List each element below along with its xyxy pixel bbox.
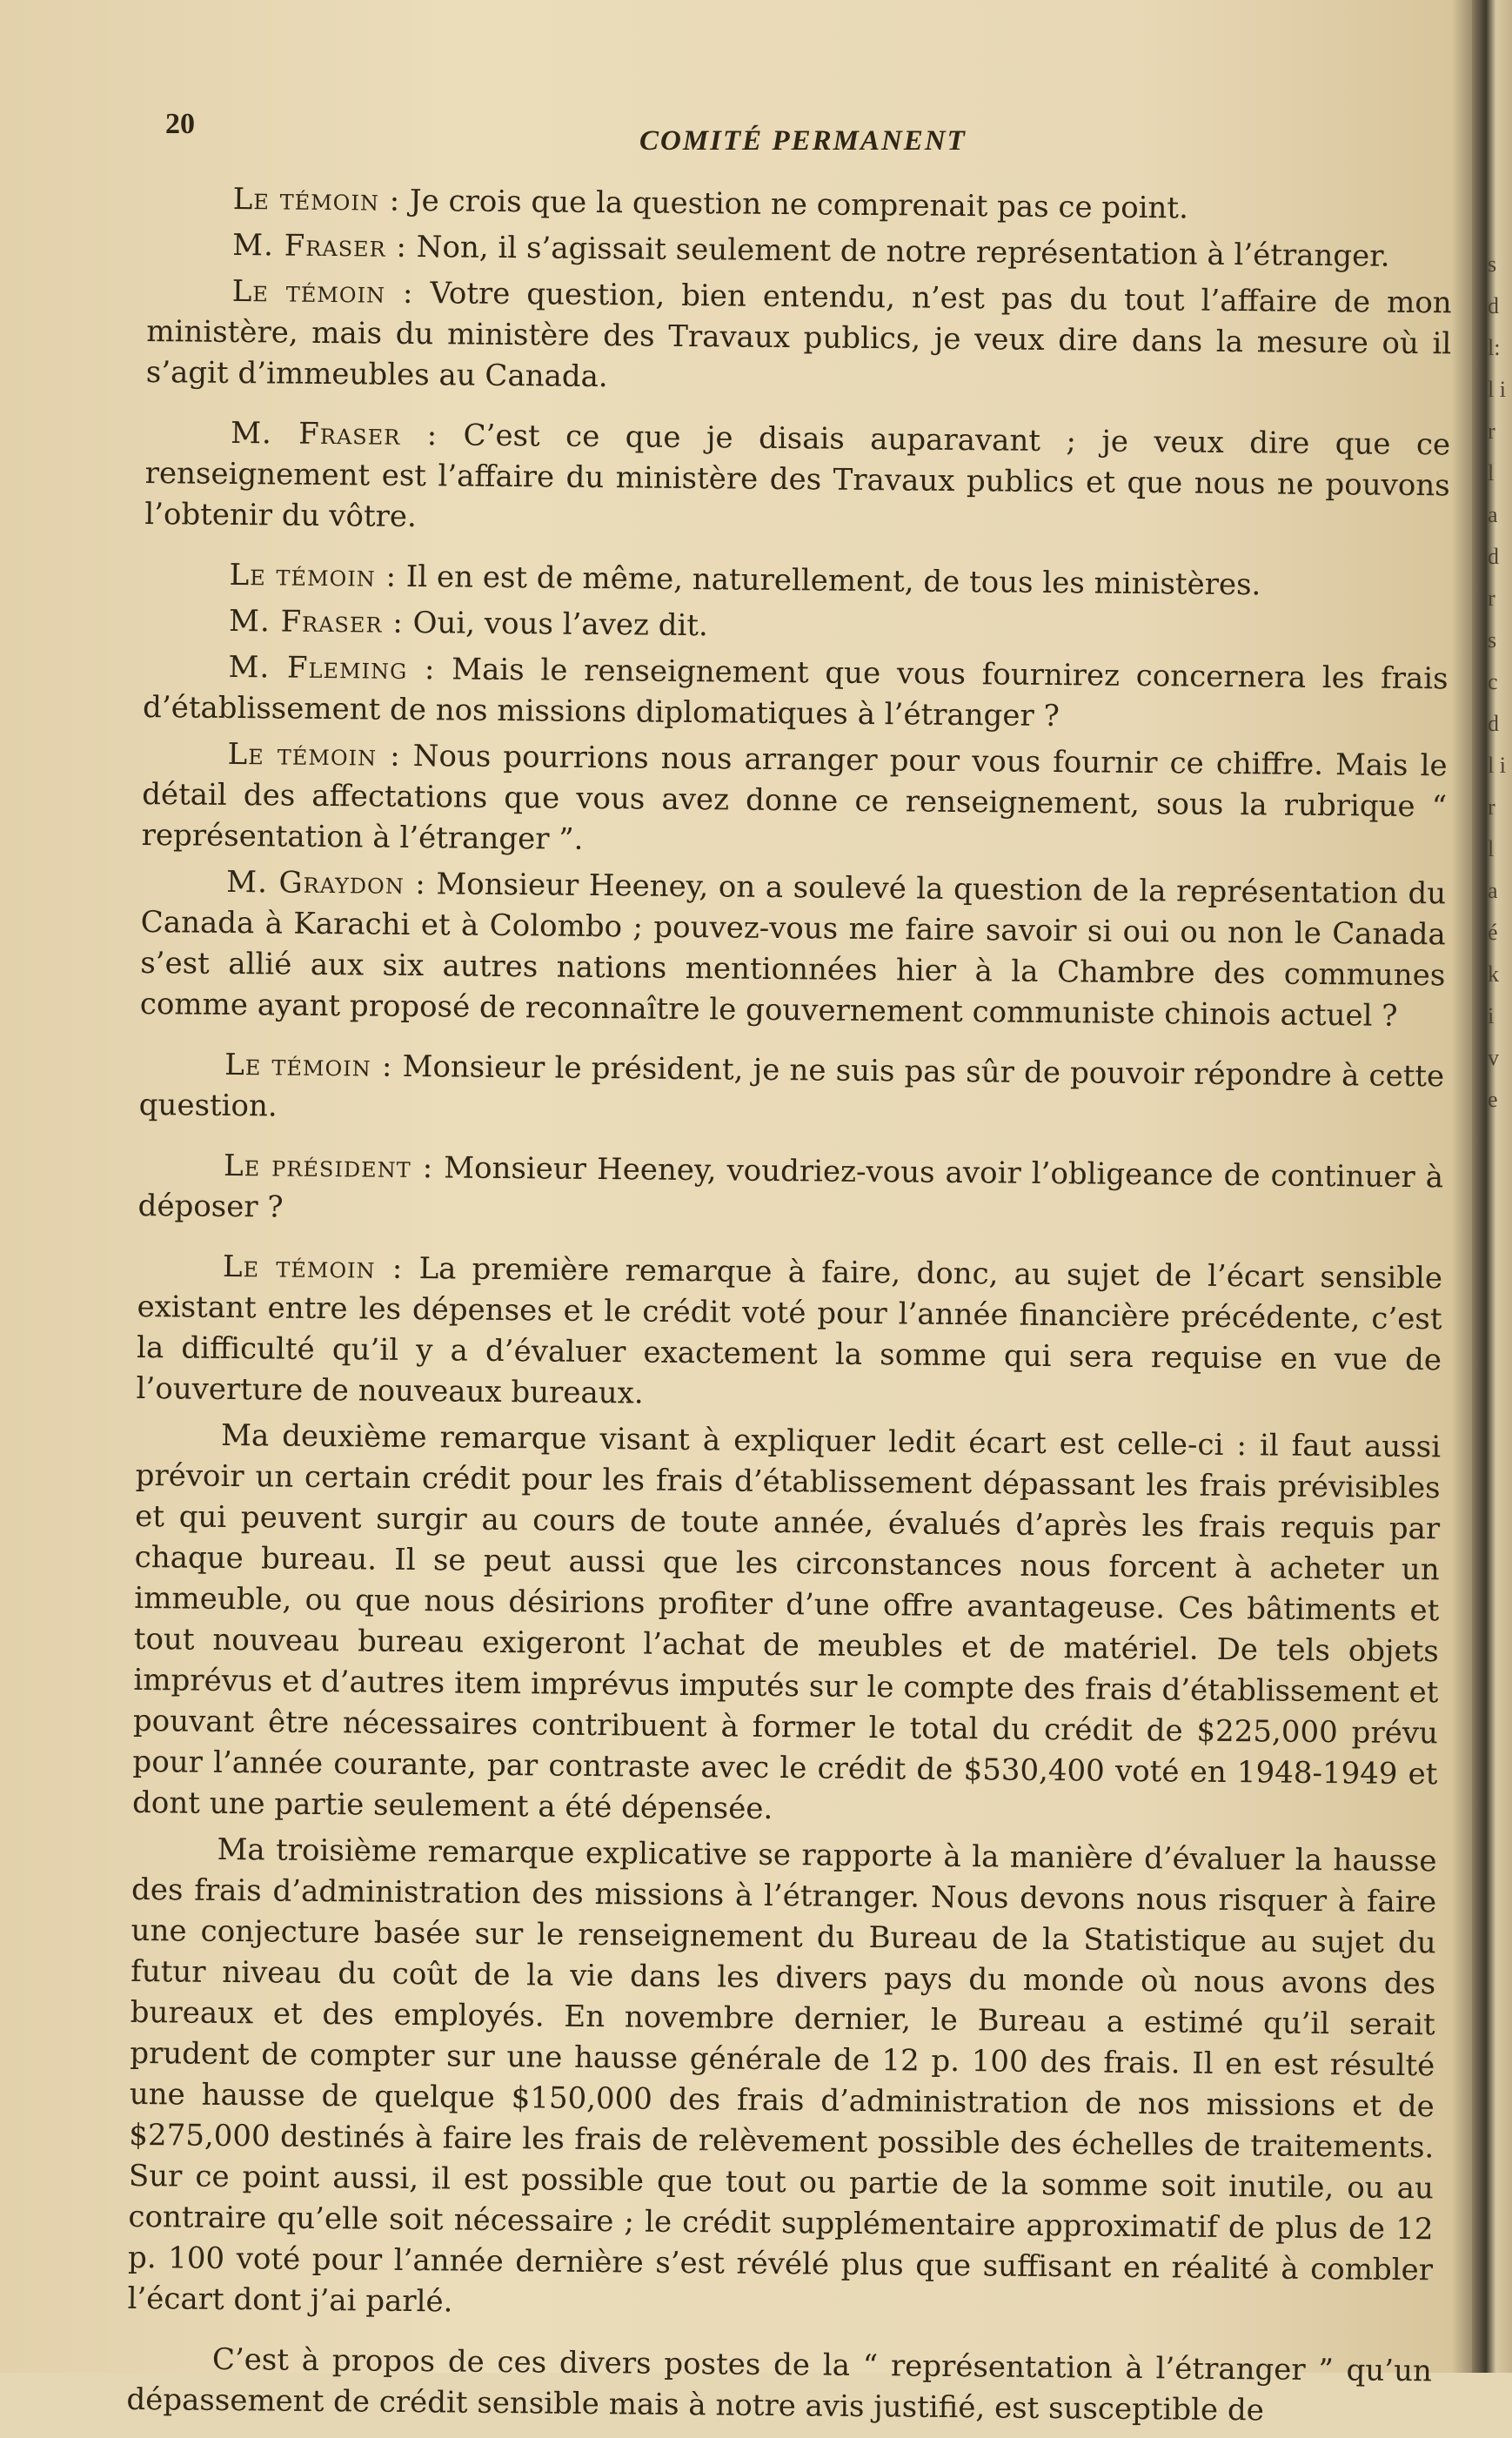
speaker: Le témoin : [233, 182, 401, 218]
paragraph [146, 271, 1452, 405]
paragraph-text: Je crois que la question ne comprenait pas ce point. [400, 184, 1188, 226]
paragraph [144, 600, 1448, 653]
paragraph-text: Nous pourrions nous arranger pour vous fournir ce chiffre. Mais le détail des affectations que vous avez donne ce renseignement, sous la rubrique “ représentation à l’étranger ”. [142, 739, 1448, 857]
paragraph [140, 861, 1447, 1037]
paragraph-text: Il en est de même, naturellement, de tous les ministères. [397, 559, 1261, 603]
speaker: M. Fraser : [229, 604, 404, 640]
paragraph-text: Monsieur Heeney, on a soulevé la question de la représentation du Canada à Karachi et à Colombo ; pouvez-vous me faire savoir si oui ou non le Canada s’est allié aux six autres nations mentionnées hier à la Chambre des communes comme ayant proposé de reconnaître le gouvernement communiste chinois actuel ? [140, 867, 1447, 1034]
paragraph-text: Votre question, bien entendu, n’est pas du tout l’affaire de mon ministère, mais du ministère des Travaux publics, je veux dire dans la mesure où il s’agit d’immeubles au Canada. [146, 276, 1452, 394]
paragraph-text: C’est ce que je disais auparavant ; je veux dire que ce renseignement est l’affaire du ministère des Travaux publics et que nous ne pouvons l’obtenir du vôtre. [144, 418, 1450, 534]
paragraph [144, 412, 1450, 547]
adjacent-page-fragments: s d l: l i r l a d r s c d l i r l a é k i v e [1488, 244, 1507, 1121]
paragraph [127, 1829, 1436, 2332]
paragraph-text: Mais le renseignement que vous fournirez concernera les frais d’établissement de nos missions diplomatiques à l’étranger ? [143, 652, 1448, 733]
paragraph [142, 733, 1448, 868]
paragraph-text: La première remarque à faire, donc, au sujet de l’écart sensible existant entre les dépenses et le crédit voté pour l’année financière précédente, c’est la difficulté qu’il y a d’évaluer exactement la somme qui sera requise en vue de l’ouverture de nouveaux bureaux. [136, 1251, 1442, 1411]
running-head: COMITÉ PERMANENT [639, 125, 967, 157]
paragraph-text: Ma troisième remarque explicative se rapporte à la manière d’évaluer la hausse des frais d’administration des missions à l’étranger. Nous devons nous risquer à faire une conjecture basée sur le renseignement du Bureau de la Statistique au sujet du futur niveau du coût de la vie dans les divers pays du monde où nous avons des bureaux et des employés. En novembre dernier, le Bureau a estimé qu’il serait prudent de compter sur une hausse générale de 12 p. 100 des frais. Il en est résulté une hausse de quelque $150,000 des frais d’administration de nos missions et de $275,000 destinés à faire les frais de relèvement possible des échelles de traitements. Sur ce point aussi, il est possible que tout ou partie de la somme soit inutile, ou au contraire qu’elle soit nécessaire ; le crédit supplémentaire approximatif de plus de 12 p. 100 voté pour l’année dernière s’est révélé plus que suffisant en réalité à combler l’écart dont j’ai parlé. [127, 1832, 1436, 2320]
paragraph-text: Ma deuxième remarque visant à expliquer ledit écart est celle-ci : il faut aussi prévoir un certain crédit pour les frais d’établissement dépassant les frais prévisibles et qui peuvent surgir au cours de toute année, évalués d’après les frais requis par chaque bureau. Il se peut aussi que les circonstances nous forcent à acheter un immeuble, ou que nous désirions profiter d’une offre avantageuse. Ces bâtiments et tout nouveau bureau exigeront l’achat de meubles et de matériel. De tels objets imprévus et d’autres item imprévus imputés sur le compte des frais d’établissement et pouvant être nécessaires contribuent à former le total du crédit de $225,000 prévu pour l’année courante, par contraste avec le crédit de $530,400 voté en 1948-1949 et dont une partie seulement a été dépensée. [132, 1418, 1441, 1826]
paragraph [147, 224, 1452, 278]
paragraph [132, 1415, 1441, 1836]
speaker: M. Fraser : [232, 228, 407, 265]
page-number: 20 [165, 108, 195, 141]
paragraph [144, 554, 1448, 607]
speaker: M. Fleming : [228, 650, 435, 687]
speaker: Le témoin : [227, 737, 400, 774]
speaker: Le témoin : [224, 1048, 393, 1084]
speaker: M. Graydon : [226, 865, 426, 901]
speaker: Le témoin : [232, 274, 414, 311]
page-header [165, 104, 1470, 165]
page-body [126, 178, 1453, 2438]
speaker: M. Fraser : [231, 416, 438, 452]
speaker: Le président : [224, 1149, 433, 1185]
paragraph-text: Monsieur Heeney, voudriez-vous avoir l’obligeance de continuer à déposer ? [137, 1150, 1443, 1224]
paragraph [137, 1145, 1443, 1239]
paragraph [143, 646, 1448, 740]
paragraph [136, 1246, 1442, 1422]
paragraph-text: Non, il s’agissait seulement de notre représentation à l’étranger. [407, 230, 1390, 274]
paragraph-text: Monsieur le président, je ne suis pas sûr de pouvoir répondre à cette question. [139, 1049, 1445, 1124]
paragraph-text: C’est à propos de ces divers postes de la “ représentation à l’étranger ” qu’un dépassement de crédit sensible mais à notre avis justifié, est susceptible de [126, 2342, 1432, 2428]
speaker: Le témoin : [229, 558, 397, 594]
paragraph [126, 2339, 1432, 2433]
paragraph [139, 1044, 1445, 1138]
paragraph-text: Oui, vous l’avez dit. [404, 606, 708, 643]
paragraph [148, 178, 1453, 231]
speaker: Le témoin : [223, 1249, 404, 1286]
